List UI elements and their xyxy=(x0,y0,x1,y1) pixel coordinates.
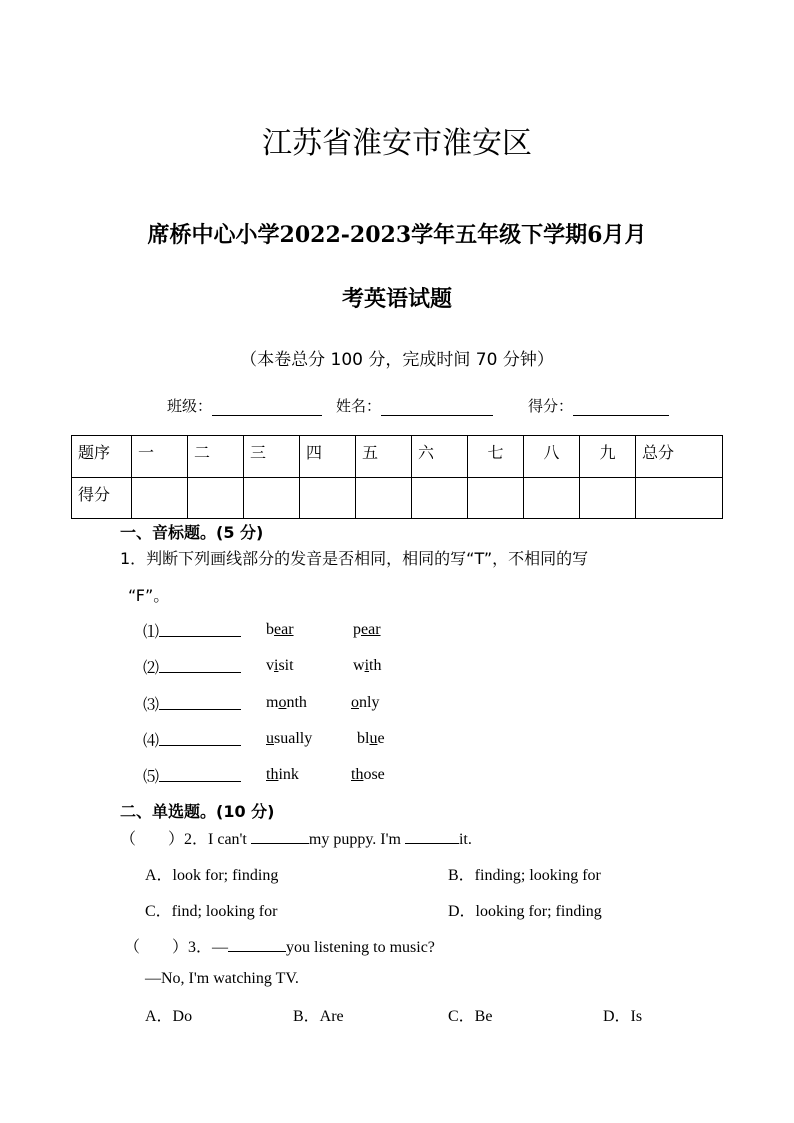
word-part: sually xyxy=(274,730,313,747)
answer-blank[interactable] xyxy=(159,656,241,673)
q3-option-d[interactable]: D．Is xyxy=(603,1008,643,1025)
q2-stem-end: it. xyxy=(458,831,472,848)
underlined-part: ear xyxy=(274,621,294,638)
list-item xyxy=(143,692,241,715)
underlined-part: th xyxy=(351,766,364,783)
word-part: th xyxy=(369,657,382,674)
list-item xyxy=(143,764,241,787)
table-cell: 题序 xyxy=(72,436,132,478)
q1-instruction-cont: “F”。 xyxy=(128,586,170,605)
score-cell[interactable] xyxy=(188,477,244,519)
underlined-part: th xyxy=(266,766,279,783)
word-part: e xyxy=(377,730,385,747)
answer-blank[interactable] xyxy=(159,765,241,782)
q2-stem-cont: my puppy. I'm xyxy=(308,831,405,848)
word-part: ose xyxy=(363,766,385,783)
q3-stem: 3．— xyxy=(188,939,229,956)
answer-paren[interactable]: （ ） xyxy=(120,829,185,848)
name-label: 姓名： xyxy=(336,397,382,415)
q3-option-c[interactable]: C．Be xyxy=(448,1008,493,1025)
underlined-part: i xyxy=(274,657,279,674)
table-cell: 四 xyxy=(300,436,356,478)
table-cell: 五 xyxy=(356,436,412,478)
q3-option-b[interactable]: B．Are xyxy=(293,1008,344,1025)
list-item xyxy=(143,728,241,751)
answer-blank[interactable] xyxy=(159,729,241,746)
class-label: 班级： xyxy=(167,397,213,415)
item-number: ⑶ xyxy=(143,695,160,714)
underlined-part: i xyxy=(364,657,370,674)
table-cell: 得分 xyxy=(72,477,132,519)
exam-title-line2: 考英语试题 xyxy=(341,286,452,312)
q2-stem: 2．I can't xyxy=(184,831,251,848)
q3-stem-cont: you listening to music? xyxy=(286,939,435,956)
word xyxy=(357,730,385,748)
word xyxy=(266,657,294,675)
answer-blank[interactable] xyxy=(159,620,241,637)
word xyxy=(266,694,307,712)
answer-paren[interactable]: （ ） xyxy=(124,937,189,956)
score-label: 得分： xyxy=(528,397,574,415)
section1-heading: 一、音标题。(5 分) xyxy=(120,523,264,542)
score-cell[interactable] xyxy=(636,477,723,519)
word-part: sit xyxy=(278,657,294,674)
underlined-part: ear xyxy=(361,621,381,638)
score-cell[interactable] xyxy=(580,477,636,519)
word-part: nth xyxy=(286,694,307,711)
score-cell[interactable] xyxy=(132,477,188,519)
word-part: v xyxy=(266,657,274,674)
q2-option-b[interactable]: B．finding; looking for xyxy=(448,867,601,884)
word xyxy=(266,766,299,784)
word xyxy=(266,730,312,748)
word xyxy=(353,621,381,639)
underlined-part: o xyxy=(278,694,287,711)
word-part: bl xyxy=(357,730,370,747)
q2-option-d[interactable]: D．looking for; finding xyxy=(448,903,602,920)
score-cell[interactable] xyxy=(524,477,580,519)
word-part: w xyxy=(353,657,365,674)
list-item xyxy=(143,619,241,642)
score-cell[interactable] xyxy=(356,477,412,519)
item-number: ⑴ xyxy=(143,622,160,641)
q2-blank-1[interactable] xyxy=(251,829,309,844)
word xyxy=(266,621,294,639)
word xyxy=(351,694,379,712)
score-table-header-row xyxy=(72,436,723,478)
section2-heading: 二、单选题。(10 分) xyxy=(120,802,275,821)
q2-option-a[interactable]: A．look for; finding xyxy=(145,867,279,884)
question-3 xyxy=(124,934,435,957)
page-title: 江苏省淮安市淮安区 xyxy=(262,126,532,161)
score-cell[interactable] xyxy=(244,477,300,519)
q1-instruction: 1．判断下列画线部分的发音是否相同，相同的写“T”，不相同的写 xyxy=(120,549,589,568)
name-blank[interactable] xyxy=(381,397,493,416)
word xyxy=(351,766,385,784)
question-2 xyxy=(120,826,472,849)
score-cell[interactable] xyxy=(412,477,468,519)
table-cell: 八 xyxy=(524,436,580,478)
word-part: ink xyxy=(278,766,299,783)
q3-reply: —No, I'm watching TV. xyxy=(145,970,299,987)
table-cell: 总分 xyxy=(636,436,723,478)
score-field xyxy=(528,395,669,416)
underlined-part: u xyxy=(369,730,378,747)
table-cell: 三 xyxy=(244,436,300,478)
underlined-part: o xyxy=(351,694,359,711)
word-part: p xyxy=(353,621,361,638)
underlined-part: u xyxy=(266,730,274,747)
word-part: m xyxy=(266,694,279,711)
word xyxy=(353,657,381,675)
score-table-score-row xyxy=(72,477,723,519)
table-cell: 一 xyxy=(132,436,188,478)
q2-option-c[interactable]: C．find; looking for xyxy=(145,903,278,920)
score-cell[interactable] xyxy=(300,477,356,519)
q3-blank[interactable] xyxy=(228,937,286,952)
item-number: ⑵ xyxy=(143,658,160,677)
table-cell: 二 xyxy=(188,436,244,478)
name-field xyxy=(336,395,493,416)
exam-title-line1: 席桥中心小学2022-2023学年五年级下学期6月月 xyxy=(147,222,647,248)
class-field xyxy=(167,395,322,416)
score-cell[interactable] xyxy=(468,477,524,519)
table-cell: 七 xyxy=(468,436,524,478)
word-part: nly xyxy=(359,694,380,711)
table-cell: 九 xyxy=(580,436,636,478)
q3-option-a[interactable]: A．Do xyxy=(145,1008,193,1025)
item-number: ⑷ xyxy=(143,731,160,750)
word-part: b xyxy=(266,621,274,638)
answer-blank[interactable] xyxy=(159,693,241,710)
score-blank[interactable] xyxy=(573,397,669,416)
list-item xyxy=(143,655,241,678)
table-cell: 六 xyxy=(412,436,468,478)
q2-blank-2[interactable] xyxy=(405,829,459,844)
score-table xyxy=(71,435,723,519)
item-number: ⑸ xyxy=(143,767,160,786)
class-blank[interactable] xyxy=(212,397,322,416)
exam-subtitle: （本卷总分 100 分，完成时间 70 分钟） xyxy=(240,350,554,370)
